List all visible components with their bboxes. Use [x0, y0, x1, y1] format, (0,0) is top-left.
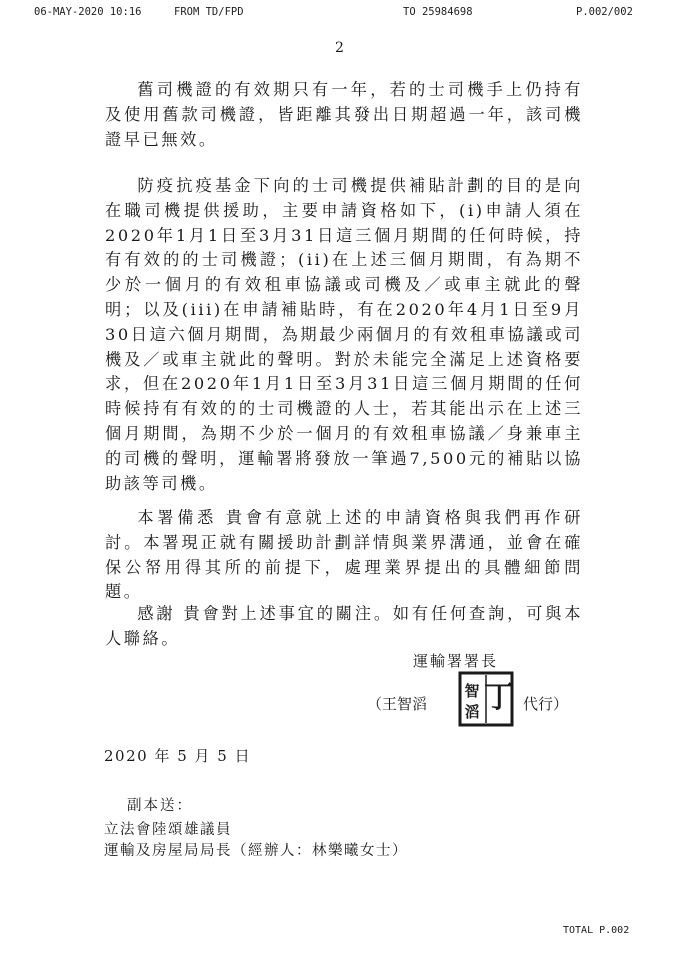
cc-recipient: 運輸及房屋局局長（經辦人：林樂曦女士）	[104, 843, 408, 859]
paragraph-thanks: 感謝 貴會對上述事宜的關注。如有任何查詢，可與本人聯絡。	[105, 604, 583, 648]
deputy-name: （王智滔	[367, 695, 428, 713]
page-number: 2	[335, 40, 344, 56]
signatory-title: 運輸署署長	[413, 652, 499, 670]
fax-header	[0, 6, 679, 22]
fax-from: FROM TD/FPD	[174, 6, 244, 18]
cc-label: 副本送：	[127, 798, 193, 814]
fax-to: TO 25984698	[403, 6, 473, 18]
paragraph-further-discussion: 本署備悉 貴會有意就上述的申請資格與我們再作研討。本署現正就有關援助計劃詳情與業界溝通，並會在確保公帑用得其所的前提下，處理業界提出的具體細節問題。	[105, 508, 583, 602]
paragraph-license-validity: 舊司機證的有效期只有一年，若的士司機手上仍持有及使用舊款司機證，皆距離其發出日期超過一年，該司機證早已無效。	[105, 80, 583, 149]
svg-text:滔: 滔	[464, 703, 480, 721]
paragraph-subsidy-eligibility: 防疫抗疫基金下向的士司機提供補貼計劃的目的是向在職司機提供援助，主要申請資格如下，(i)申請人須在2020年1月1日至3月31日這三個月期間的任何時候，持有有效的的士司機證；(ii)在上述三個月期間，有為期不少於一個月的有效租車協議或司機及／或車主就此的聲明；以及(iii)在申請補貼時，有在2020年4月1日至9月30日這六個月期間，為期最少兩個月的有效租車協議或司機及／或車主就此的聲明。對於未能完全滿足上述資格要求，但在2020年1月1日至3月31日這三個月期間的任何時候持有有效的的士司機證的人士，若其能出示在上述三個月期間，為期不少於一個月的有效租車協議／身兼車主的司機的聲明，運輸署將發放一筆過7,500元的補貼以協助該等司機。	[105, 176, 583, 493]
cc-recipient: 立法會陸頌雄議員	[104, 822, 232, 838]
fax-page: P.002/002	[576, 6, 633, 18]
deputy-acting: 代行）	[523, 695, 569, 713]
deputy-signature	[367, 680, 577, 721]
svg-text:智: 智	[464, 682, 480, 700]
seal-stamp-icon	[458, 671, 514, 727]
svg-text:丁: 丁	[484, 680, 514, 715]
letter-date: 2020 年 5 月 5 日	[104, 747, 252, 765]
fax-datetime: 06-MAY-2020 10:16	[34, 6, 142, 18]
fax-footer: TOTAL P.002	[563, 925, 630, 936]
